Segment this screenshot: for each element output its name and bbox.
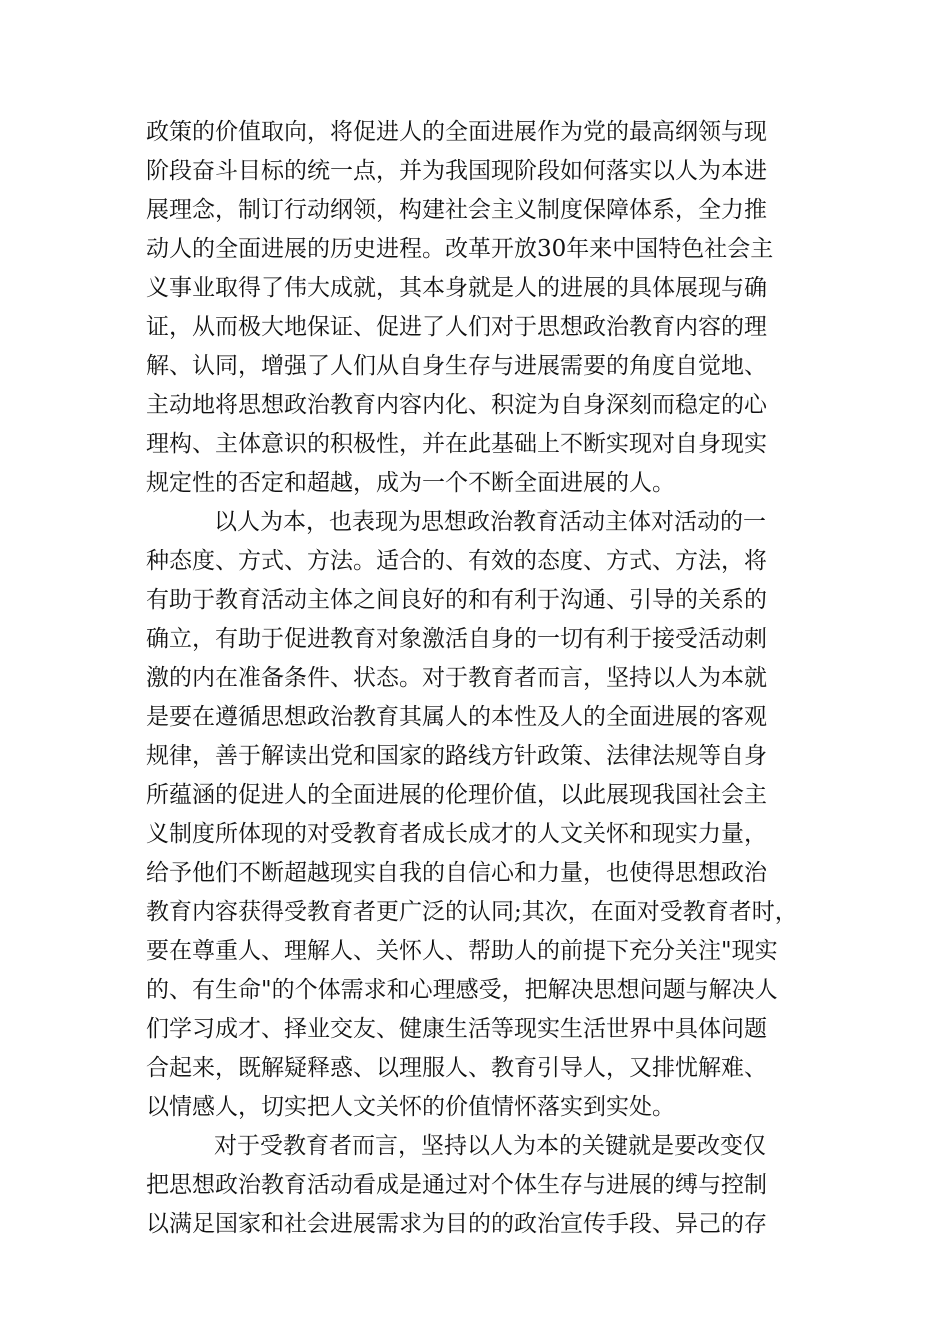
text-line: 要在尊重人、理解人、关怀人、帮助人的前提下充分关注"现实 (146, 938, 778, 964)
text-line: 动人的全面进展的历史进程。改革开放30年来中国特色社会主 (146, 236, 774, 262)
body-text (146, 113, 826, 1244)
text-line: 是要在遵循思想政治教育其属人的本性及人的全面进展的客观 (146, 704, 767, 730)
text-line: 义事业取得了伟大成就，其本身就是人的进展的具体展现与确 (146, 275, 767, 301)
text-line: 确立，有助于促进教育对象激活自身的一切有利于接受活动刺 (146, 626, 767, 652)
text-line: 理构、主体意识的积极性，并在此基础上不断实现对自身现实 (146, 431, 767, 457)
text-line: 合起来，既解疑释惑、以理服人、教育引导人，又排忧解难、 (146, 1055, 767, 1081)
text-line: 们学习成才、择业交友、健康生活等现实生活世界中具体问题 (146, 1016, 767, 1042)
text-line: 规律，善于解读出党和国家的路线方针政策、法律法规等自身 (146, 743, 767, 769)
text-line: 对于受教育者而言，坚持以人为本的关键就是要改变仅 (214, 1133, 766, 1159)
text-line: 阶段奋斗目标的统一点，并为我国现阶段如何落实以人为本进 (146, 158, 767, 184)
text-line: 有助于教育活动主体之间良好的和有利于沟通、引导的关系的 (146, 587, 767, 613)
text-line: 主动地将思想政治教育内容内化、积淀为自身深刻而稳定的心 (146, 392, 767, 418)
text-line: 种态度、方式、方法。适合的、有效的态度、方式、方法，将 (146, 548, 767, 574)
text-line: 规定性的否定和超越，成为一个不断全面进展的人。 (146, 470, 675, 496)
text-line: 把思想政治教育活动看成是通过对个体生存与进展的缚与控制 (146, 1172, 767, 1198)
text-line: 以人为本，也表现为思想政治教育活动主体对活动的一 (214, 509, 766, 535)
text-line: 给予他们不断超越现实自我的自信心和力量，也使得思想政治 (146, 860, 767, 886)
text-line: 激的内在准备条件、状态。对于教育者而言，坚持以人为本就 (146, 665, 767, 691)
text-line: 以满足国家和社会进展需求为目的的政治宣传手段、异己的存 (146, 1211, 767, 1237)
text-line: 以情感人，切实把人文关怀的价值情怀落实到实处。 (146, 1094, 675, 1120)
text-line: 所蕴涵的促进人的全面进展的伦理价值，以此展现我国社会主 (146, 782, 767, 808)
text-line: 展理念，制订行动纲领，构建社会主义制度保障体系，全力推 (146, 197, 767, 223)
text-line: 的、有生命"的个体需求和心理感受，把解决思想问题与解决人 (146, 977, 778, 1003)
text-line: 解、认同，增强了人们从自身生存与进展需要的角度自觉地、 (146, 353, 767, 379)
text-line: 政策的价值取向，将促进人的全面进展作为党的最高纲领与现 (146, 119, 767, 145)
text-line: 义制度所体现的对受教育者成长成才的人文关怀和现实力量， (146, 821, 767, 847)
text-line: 证，从而极大地保证、促进了人们对于思想政治教育内容的理 (146, 314, 767, 340)
text-line: 教育内容获得受教育者更广泛的认同;其次，在面对受教育者时， (146, 899, 798, 925)
